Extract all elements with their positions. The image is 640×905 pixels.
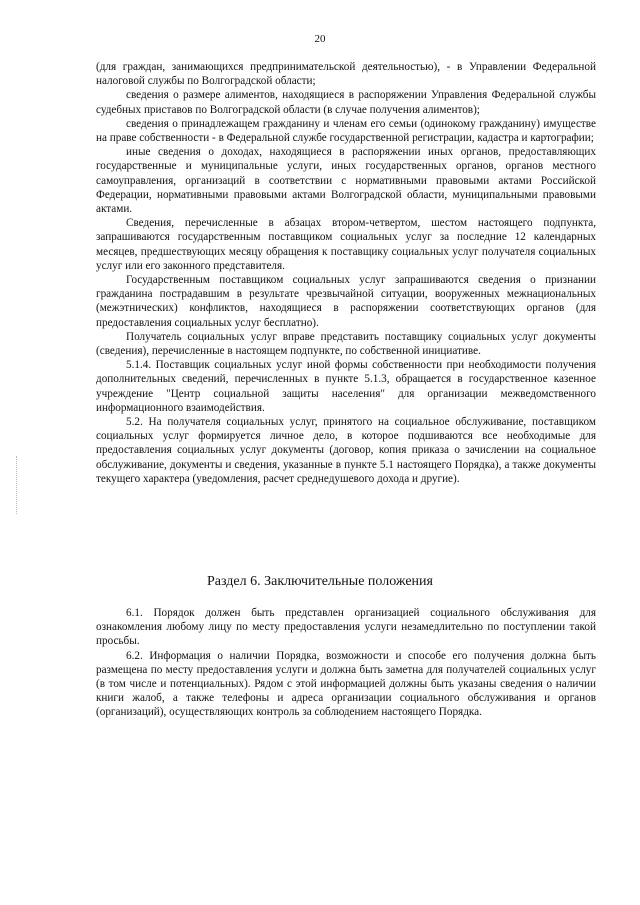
page-number: 20 (314, 33, 326, 45)
paragraph: Сведения, перечисленные в абзацах втором-четвертом, шестом настоящего подпункта, запрашиваются государственным поставщиком социальных услуг за последние 12 календарных месяцев, предшествующих месяцу обращения к поставщику социальных услуг получателя социальных услуг или его законного представителя. (96, 217, 596, 272)
section-heading: Раздел 6. Заключительные положения (207, 574, 433, 589)
paragraph: (для граждан, занимающихся предпринимательской деятельностью), - в Управлении Федеральной налоговой службы по Волгоградской области; (96, 61, 596, 88)
paragraph: иные сведения о доходах, находящиеся в распоряжении иных органов, предоставляющих государственные и муниципальные услуги, иных государственных органов, органов местного самоуправления, организаций в соответствии с нормативными правовыми актами Российской Федерации, нормативными правовыми актами Волгоградской области, муниципальными правовыми актами. (96, 146, 596, 216)
paragraph: 6.1. Порядок должен быть представлен организацией социального обслуживания для ознакомления любому лицу по месту предоставления услуги незамедлительно по поступлении такой просьбы. (96, 607, 596, 648)
scan-margin-mark (16, 456, 19, 514)
paragraph: сведения о размере алиментов, находящиеся в распоряжении Управления Федеральной службы судебных приставов по Волгоградской области (в случае получения алиментов); (96, 89, 596, 116)
paragraph: сведения о принадлежащем гражданину и членам его семьи (одинокому гражданину) имуществе на праве собственности - в Федеральной службе государственной регистрации, кадастра и картографии; (96, 117, 596, 145)
paragraph: 6.2. Информация о наличии Порядка, возможности и способе его получения должна быть размещена по месту предоставления услуги и должна быть заметна для получателей социальных услуг (в том числе и потенциальных). Рядом с этой информацией должны быть указаны сведения о наличии книги жалоб, а также телефоны и адреса организации социального обслуживания и органов (организаций), осуществляющих контроль за соблюдением настоящего Порядка. (96, 649, 596, 719)
paragraph: Государственным поставщиком социальных услуг запрашиваются сведения о признании гражданина пострадавшим в результате чрезвычайной ситуации, вооруженных межнациональных (межэтнических) конфликтов, находящиеся в распоряжении соответствующих органов (для предоставления социальных услуг бесплатно). (96, 274, 596, 329)
paragraph: 5.1.4. Поставщик социальных услуг иной формы собственности при необходимости получения дополнительных сведений, перечисленных в пункте 5.1.3, обращается в государственное казенное учреждение "Центр социальной защиты населения" для организации межведомственного информационного взаимодействия. (96, 359, 596, 414)
paragraph: Получатель социальных услуг вправе представить поставщику социальных услуг документы (сведения), перечисленные в настоящем подпункте, по собственной инициативе. (96, 330, 596, 358)
document-body (96, 60, 596, 486)
closing-section-body (96, 606, 596, 720)
paragraph: 5.2. На получателя социальных услуг, принятого на социальное обслуживание, поставщиком социальных услуг формируется личное дело, в которое подшиваются все необходимые для предоставления социальных услуг документы (договор, копия приказа о зачислении на социальное обслуживание, документы и сведения, указанные в пункте 5.1 настоящего Порядка), а также документы текущего характера (уведомления, расчет среднедушевого дохода и другие). (96, 416, 596, 485)
